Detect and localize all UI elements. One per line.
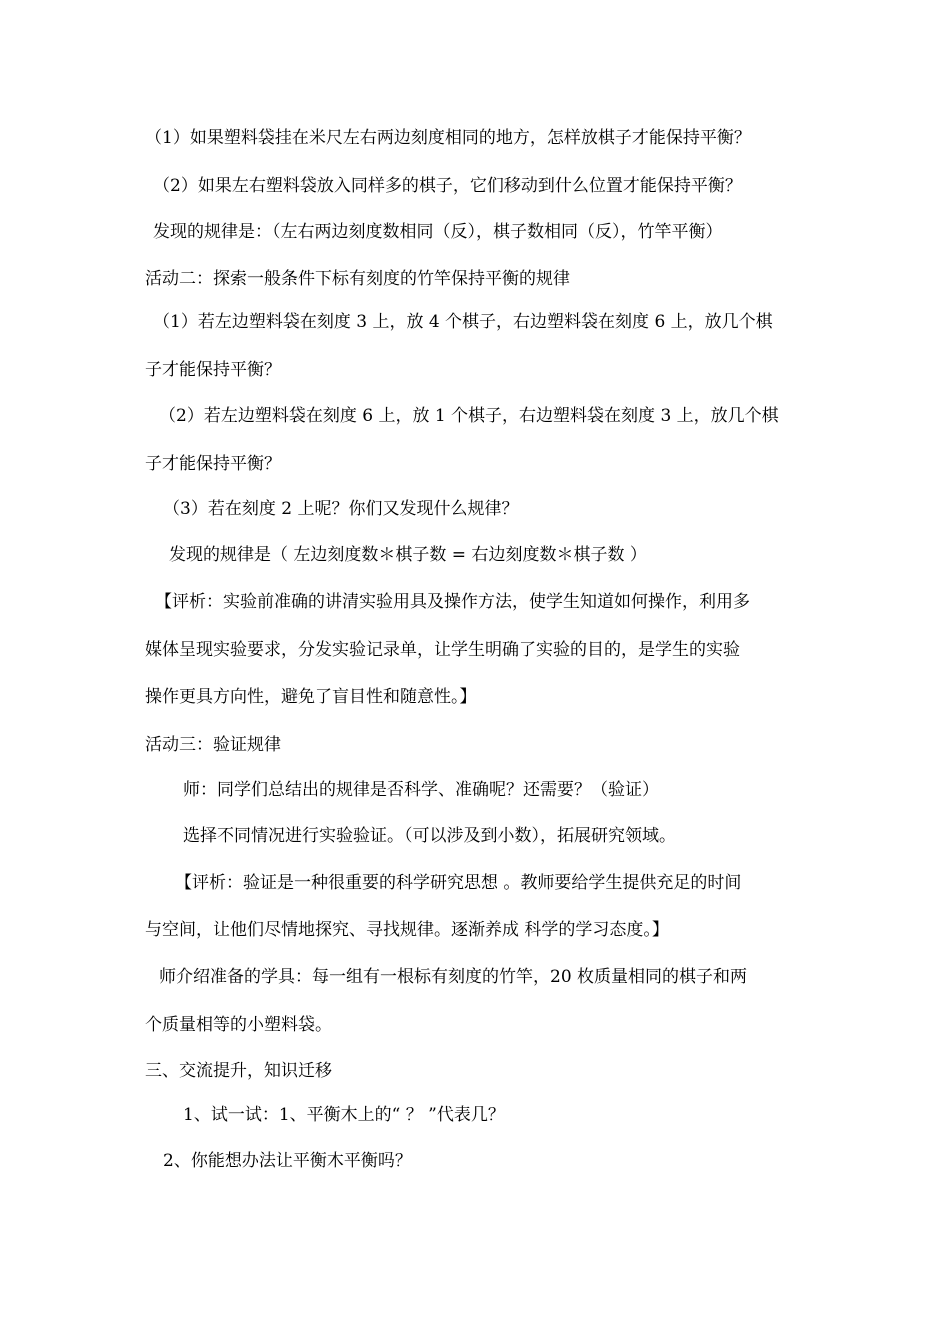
verification-instruction: 选择不同情况进行实验验证。（可以涉及到小数），拓展研究领域。	[183, 826, 676, 846]
activity-2-heading: 活动二：探索一般条件下标有刻度的竹竿保持平衡的规律	[145, 269, 570, 289]
exercise-1: 1、试一试：1、平衡木上的“ ？ ”代表几？	[183, 1105, 505, 1125]
activity-2-question-3: （3）若在刻度 2 上呢？你们又发现什么规律？	[163, 499, 519, 519]
finding-rule-1: 发现的规律是：（左右两边刻度数相同（反），棋子数相同（反），竹竿平衡）	[153, 222, 723, 242]
activity-2-question-1: （1）若左边塑料袋在刻度 3 上，放 4 个棋子，右边塑料袋在刻度 6 上，放几个棋	[153, 312, 773, 332]
question-1-same-scale: （1）如果塑料袋挂在米尺左右两边刻度相同的地方，怎样放棋子才能保持平衡？	[145, 128, 751, 148]
finding-rule-2: 发现的规律是（ 左边刻度数＊棋子数 = 右边刻度数＊棋子数 ）	[169, 545, 647, 565]
activity-3-heading: 活动三：验证规律	[145, 735, 281, 755]
exercise-2: 2、你能想办法让平衡木平衡吗？	[163, 1151, 412, 1171]
materials-line-1: 师介绍准备的学具：每一组有一根标有刻度的竹竿，20 枚质量相同的棋子和两	[159, 967, 748, 987]
activity-2-question-2-cont: 子才能保持平衡？	[145, 454, 281, 474]
commentary-1-line-2: 媒体呈现实验要求，分发实验记录单，让学生明确了实验的目的，是学生的实验	[145, 640, 740, 660]
activity-2-question-1-cont: 子才能保持平衡？	[145, 360, 281, 380]
question-2-same-count: （2）如果左右塑料袋放入同样多的棋子，它们移动到什么位置才能保持平衡？	[153, 176, 742, 196]
commentary-1-line-1: 【评析：实验前准确的讲清实验用具及操作方法，使学生知道如何操作，利用多	[155, 592, 750, 612]
commentary-2-line-2: 与空间，让他们尽情地探究、寻找规律。逐渐养成 科学的学习态度。】	[145, 920, 669, 940]
section-3-heading: 三、交流提升，知识迁移	[145, 1061, 332, 1081]
teacher-question: 师：同学们总结出的规律是否科学、准确呢？还需要？（验证）	[183, 780, 659, 800]
materials-line-2: 个质量相等的小塑料袋。	[145, 1015, 332, 1035]
activity-2-question-2: （2）若左边塑料袋在刻度 6 上，放 1 个棋子，右边塑料袋在刻度 3 上，放几个棋	[159, 406, 779, 426]
commentary-2-line-1: 【评析：验证是一种很重要的科学研究思想 。教师要给学生提供充足的时间	[175, 873, 742, 893]
commentary-1-line-3: 操作更具方向性，避免了盲目性和随意性。】	[145, 687, 477, 707]
